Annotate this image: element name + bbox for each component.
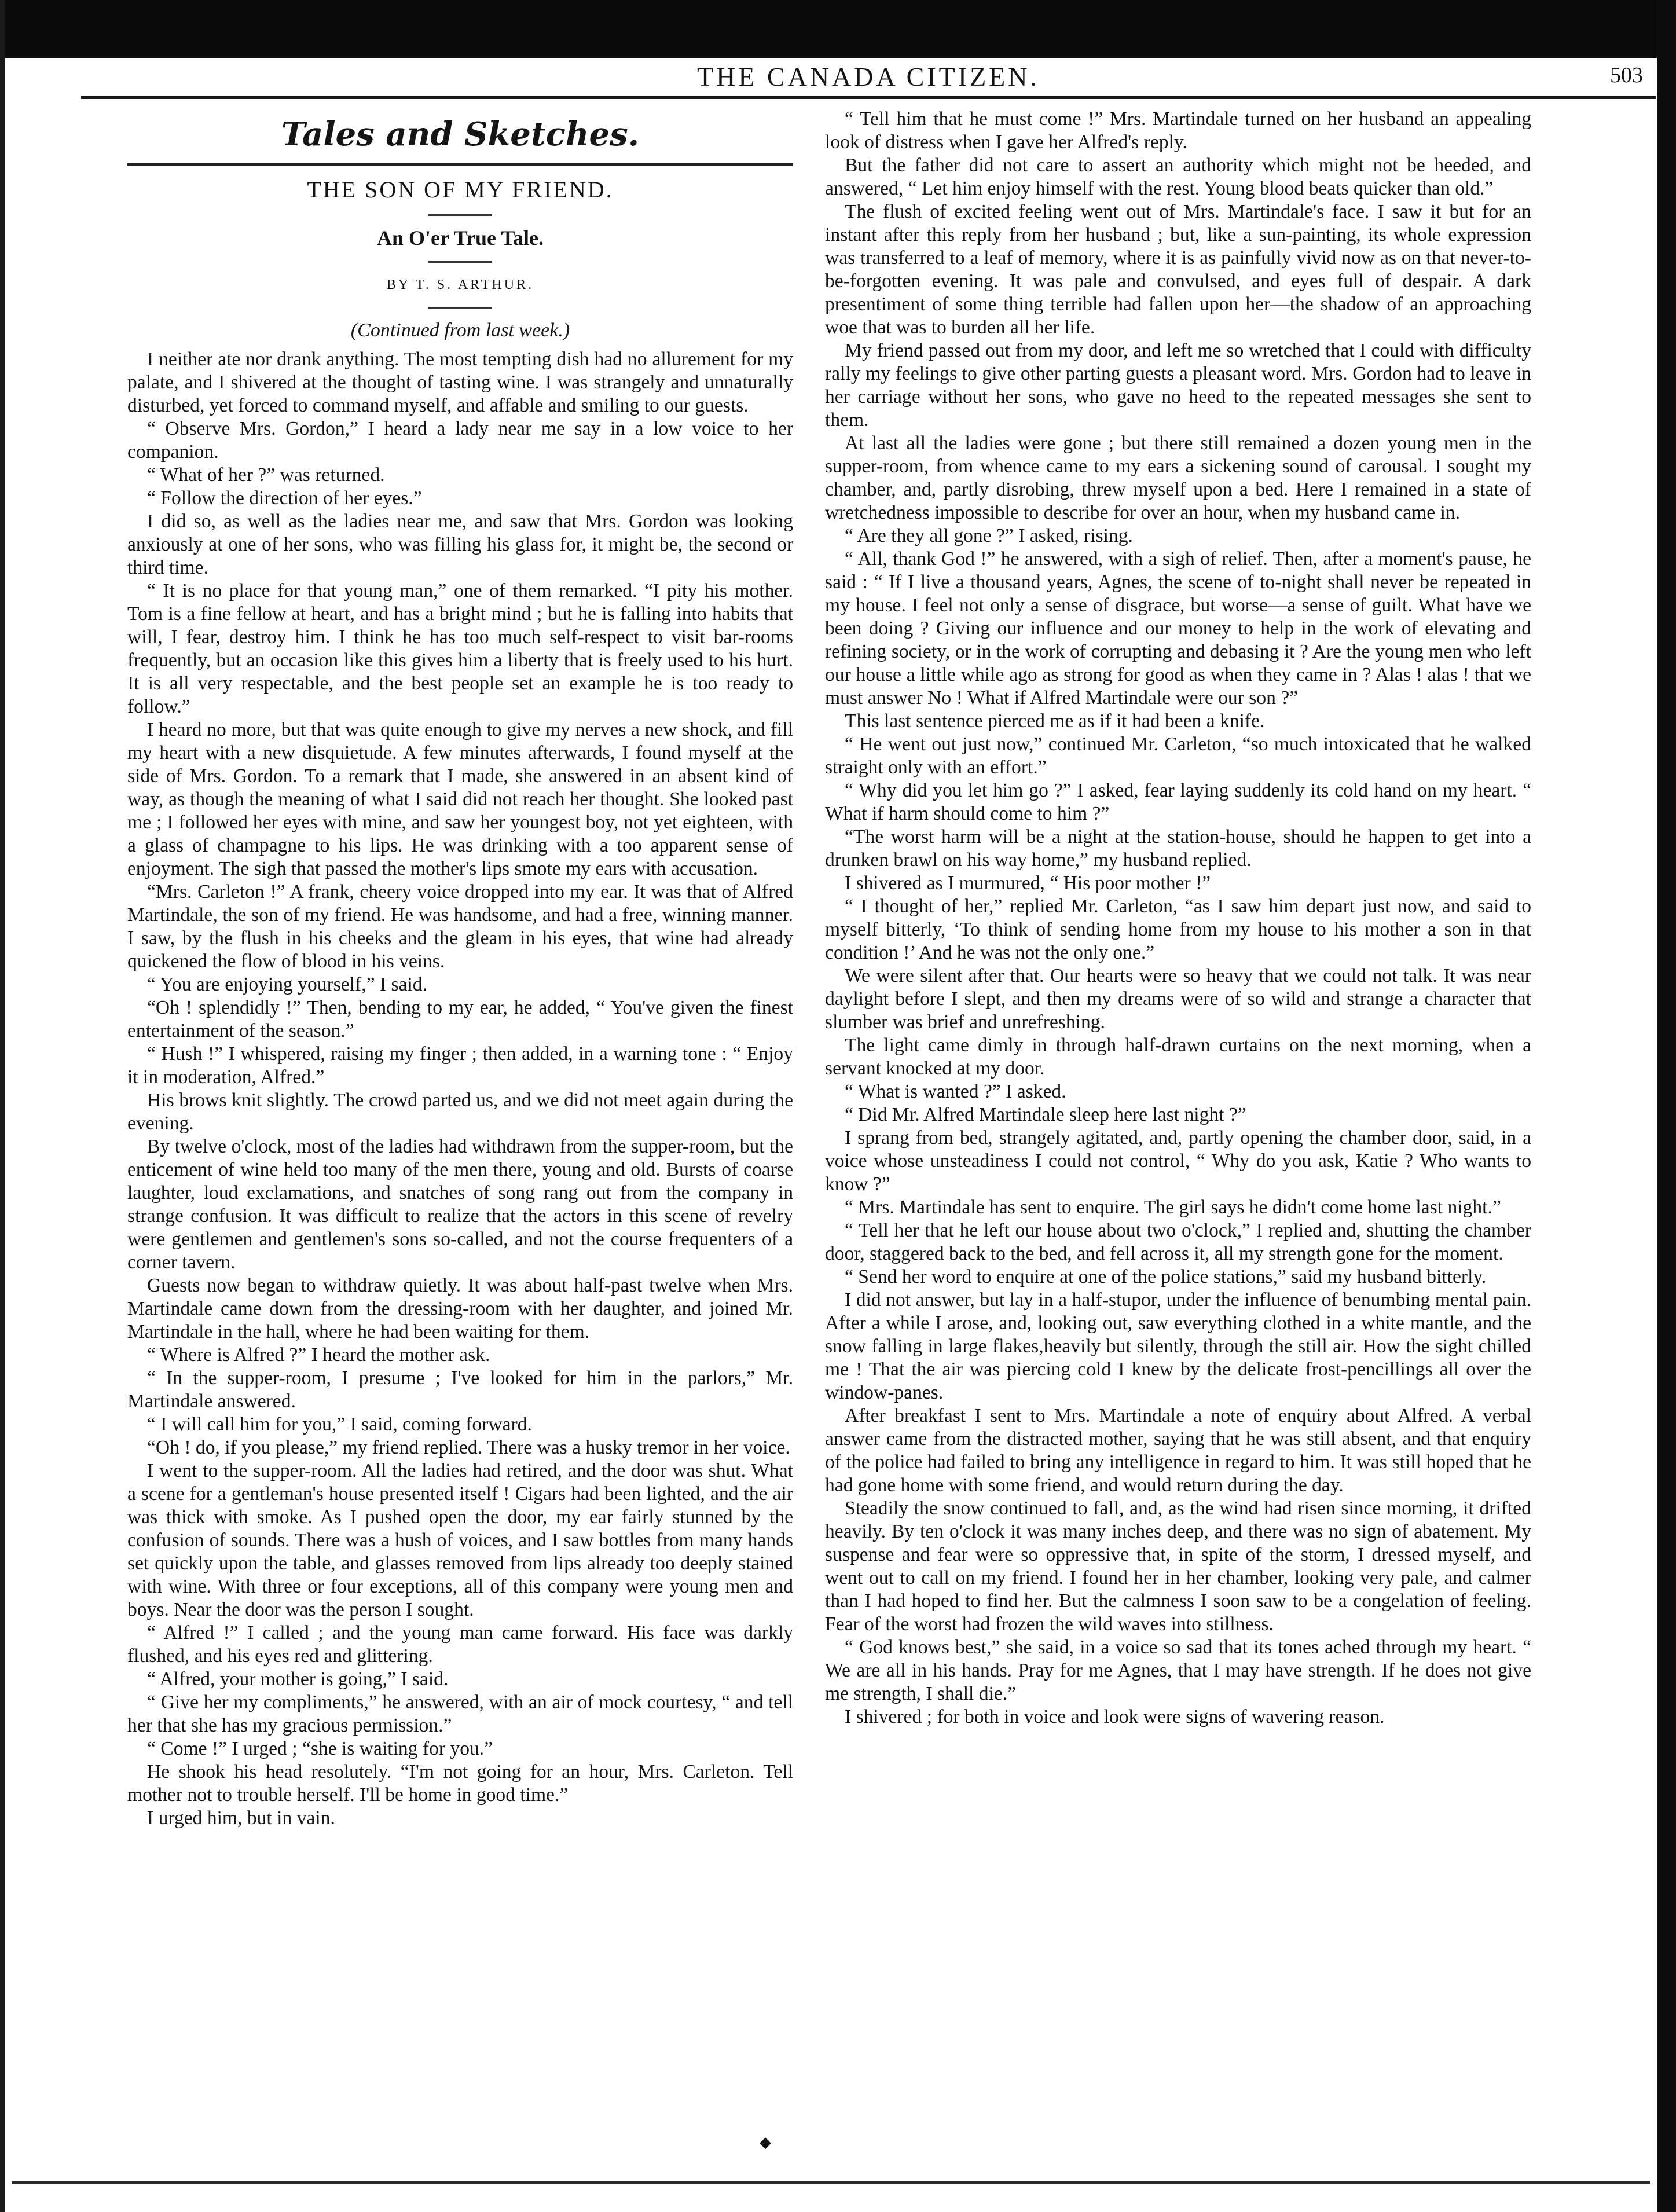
paragraph: “ Why did you let him go ?” I asked, fear laying suddenly its cold hand on my heart. “ What if harm should come to him ?” xyxy=(825,780,1531,824)
publication-title: THE CANADA CITIZEN. xyxy=(697,62,1040,91)
paragraph: “ Are they all gone ?” I asked, rising. xyxy=(845,525,1133,546)
paragraph: “ Hush !” I whispered, raising my finger ; then added, in a warning tone : “ Enjoy it in moderation, Alfred.” xyxy=(127,1043,793,1088)
paragraph: “ Did Mr. Alfred Martindale sleep here last night ?” xyxy=(845,1104,1246,1125)
paragraph: “ It is no place for that young man,” one of them remarked. “I pity his mother. Tom is a fine fellow at heart, and has a bright mind ; but he is falling into habits that will, I fear, destroy him. I think he has too much self-respect to visit bar-rooms frequently, but an occasion like this gives him a liberty that is freely used to his hurt. It is all very respectable, and the best people set an example he is too ready to follow.” xyxy=(127,580,793,717)
paragraph: “ Follow the direction of her eyes.” xyxy=(147,487,422,509)
paragraph: “Oh ! splendidly !” Then, bending to my ear, he added, “ You've given the finest entertainment of the season.” xyxy=(127,997,793,1041)
paragraph: “ Observe Mrs. Gordon,” I heard a lady near me say in a low voice to her companion. xyxy=(127,418,793,463)
paragraph: “ I thought of her,” replied Mr. Carleton, “as I saw him depart just now, and said to myself bitterly, ‘To think of sending home from my house to his mother a son in that condition !’ And he was not the only one.” xyxy=(825,896,1531,963)
paragraph: I neither ate nor drank anything. The most tempting dish had no allurement for my palate, and I shivered at the thought of tasting wine. I was strangely and unnaturally disturbed, yet forced to command myself, and affable and smiling to our guests. xyxy=(127,349,793,416)
right-column-body xyxy=(825,108,1531,1729)
continued-note: (Continued from last week.) xyxy=(350,320,570,341)
paragraph: My friend passed out from my door, and left me so wretched that I could with difficulty rally my feelings to give other parting guests a pleasant word. Mrs. Gordon had to leave in her carriage without her sons, who gave no heed to the repeated messages she sent to them. xyxy=(825,340,1531,431)
paragraph: “ What of her ?” was returned. xyxy=(147,464,385,486)
paragraph: Steadily the snow continued to fall, and, as the wind had risen since morning, it drifted heavily. By ten o'clock it was many inches deep, and there was no sign of abatement. My suspense and fear were so oppressive that, in spite of the storm, I dressed myself, and went out to call on my friend. I found her in her chamber, looking very pale, and calmer than I had hoped to find her. But the calmness I soon saw to be a congelation of feeling. Fear of the worst had frozen the wild waves into stillness. xyxy=(825,1498,1531,1635)
bottom-border xyxy=(12,2181,1650,2184)
paragraph: “ Give her my compliments,” he answered, with an air of mock courtesy, “ and tell her that she has my gracious permission.” xyxy=(127,1692,793,1736)
running-head xyxy=(81,60,1656,99)
title-rule xyxy=(428,214,492,216)
left-column xyxy=(127,110,793,1830)
paragraph: At last all the ladies were gone ; but there still remained a dozen young men in the supper-room, from whence came to my ears a sickening sound of carousal. I sought my chamber, and, partly disrobing, threw myself upon a bed. Here I remained in a state of wretchedness impossible to describe for over an hour, when my husband came in. xyxy=(825,432,1531,523)
paragraph: After breakfast I sent to Mrs. Martindale a note of enquiry about Alfred. A verbal answer came from the distracted mother, saying that he was still absent, and that enquiry of the police had failed to bring any intelligence in regard to him. It was still hoped that he had gone home with some friend, and would return during the day. xyxy=(825,1405,1531,1496)
section-rule xyxy=(127,163,793,166)
paragraph: I sprang from bed, strangely agitated, and, partly opening the chamber door, said, in a voice whose unsteadiness I could not control, “ Why do you ask, Katie ? Who wants to know ?” xyxy=(825,1127,1531,1195)
paragraph: “ What is wanted ?” I asked. xyxy=(845,1081,1066,1102)
paragraph: “ Alfred !” I called ; and the young man came forward. His face was darkly flushed, and his eyes red and glittering. xyxy=(127,1622,793,1667)
paragraph: I did not answer, but lay in a half-stupor, under the influence of benumbing mental pain. After a while I arose, and, looking out, saw everything clothed in a white mantle, and the snow falling in large flakes,heavily but silently, through the still air. How the sight chilled me ! That the air was piercing cold I knew by the delicate frost-pencillings all over the window-panes. xyxy=(825,1289,1531,1403)
paragraph: “The worst harm will be a night at the station-house, should he happen to get into a drunken brawl on his way home,” my husband replied. xyxy=(825,826,1531,871)
scan-left-edge xyxy=(0,0,5,2212)
paragraph: Guests now began to withdraw quietly. It was about half-past twelve when Mrs. Martindale came down from the dressing-room with her daughter, and joined Mr. Martindale in the hall, where he had been waiting for them. xyxy=(127,1275,793,1342)
paragraph: “Mrs. Carleton !” A frank, cheery voice dropped into my ear. It was that of Alfred Martindale, the son of my friend. He was handsome, and had a free, winning manner. I saw, by the flush in his cheeks and the gleam in his eyes, that wine had already quickened the flow of blood in his veins. xyxy=(127,881,793,972)
subtitle-rule xyxy=(428,261,492,263)
paragraph: “ Alfred, your mother is going,” I said. xyxy=(147,1668,449,1690)
paragraph: He shook his head resolutely. “I'm not going for an hour, Mrs. Carleton. Tell mother not to trouble herself. I'll be home in good time.” xyxy=(127,1761,793,1806)
right-column xyxy=(825,108,1531,1729)
left-column-body xyxy=(127,348,793,1830)
paragraph: “ All, thank God !” he answered, with a sigh of relief. Then, after a moment's pause, he said : “ If I live a thousand years, Agnes, the scene of to-night shall never be repeated in my house. I feel not only a sense of disgrace, but worse—a sense of guilt. What have we been doing ? Giving our influence and our money to help in the work of elevating and refining society, or in the work of corrupting and debasing it ? Are the young men who left our house a little while ago as strong for good as when they came in ? Alas ! alas ! that we must answer No ! What if Alfred Martindale were our son ?” xyxy=(825,548,1531,709)
paragraph: I urged him, but in vain. xyxy=(147,1807,335,1829)
page-number: 503 xyxy=(1610,63,1643,87)
paragraph: “ You are enjoying yourself,” I said. xyxy=(147,974,427,995)
paragraph: “ Tell her that he left our house about two o'clock,” I replied and, shutting the chamber door, staggered back to the bed, and fell across it, all my strength gone for the moment. xyxy=(825,1220,1531,1264)
paragraph: His brows knit slightly. The crowd parted us, and we did not meet again during the evening. xyxy=(127,1090,793,1134)
paragraph: “ Where is Alfred ?” I heard the mother ask. xyxy=(147,1344,490,1366)
paragraph: This last sentence pierced me as if it had been a knife. xyxy=(845,710,1265,732)
paragraph: We were silent after that. Our hearts were so heavy that we could not talk. It was near daylight before I slept, and then my dreams were of so wild and strange a character that slumber was brief and unrefreshing. xyxy=(825,965,1531,1033)
paragraph: “ Mrs. Martindale has sent to enquire. The girl says he didn't come home last night.” xyxy=(845,1197,1501,1218)
footer-mark: ◆ xyxy=(760,2134,771,2151)
byline-rule xyxy=(428,307,492,309)
scan-right-border xyxy=(1657,0,1676,2212)
paragraph: I shivered as I murmured, “ His poor mother !” xyxy=(845,872,1211,894)
paragraph: I did so, as well as the ladies near me, and saw that Mrs. Gordon was looking anxiously at one of her sons, who was filling his glass for, it might be, the second or third time. xyxy=(127,511,793,578)
byline: BY T. S. ARTHUR. xyxy=(386,277,534,292)
paragraph: “Oh ! do, if you please,” my friend replied. There was a husky tremor in her voice. xyxy=(147,1437,790,1458)
paragraph: “ In the supper-room, I presume ; I've looked for him in the parlors,” Mr. Martindale answered. xyxy=(127,1367,793,1412)
story-title: THE SON OF MY FRIEND. xyxy=(307,177,614,203)
paragraph: I shivered ; for both in voice and look were signs of wavering reason. xyxy=(845,1706,1385,1727)
paragraph: By twelve o'clock, most of the ladies had withdrawn from the supper-room, but the enticement of wine held too many of the men there, young and old. Bursts of coarse laughter, loud exclamations, and snatches of song rang out from the company in strange confusion. It was difficult to realize that the actors in this scene of revelry were gentlemen and gentlemen's sons so-called, and not the course frequenters of a corner tavern. xyxy=(127,1136,793,1273)
paragraph: But the father did not care to assert an authority which might not be heeded, and answered, “ Let him enjoy himself with the rest. Young blood beats quicker than old.” xyxy=(825,155,1531,199)
paragraph: “ Send her word to enquire at one of the police stations,” said my husband bitterly. xyxy=(845,1266,1487,1287)
section-heading: Tales and Sketches. xyxy=(281,115,640,153)
paragraph: “ He went out just now,” continued Mr. Carleton, “so much intoxicated that he walked straight only with an effort.” xyxy=(825,733,1531,778)
paragraph: I heard no more, but that was quite enough to give my nerves a new shock, and fill my heart with a new disquietude. A few minutes afterwards, I found myself at the side of Mrs. Gordon. To a remark that I made, she answered in an absent kind of way, as though the meaning of what I said did not reach her thought. She looked past me ; I followed her eyes with mine, and saw her youngest boy, not yet eighteen, with a glass of champagne to his lips. He was drinking with a too apparent sense of enjoyment. The sigh that passed the mother's lips smote my ears with accusation. xyxy=(127,719,793,879)
scan-top-border xyxy=(0,0,1676,58)
paragraph: “ Tell him that he must come !” Mrs. Martindale turned on her husband an appealing look of distress when I gave her Alfred's reply. xyxy=(825,108,1531,153)
paragraph: “ God knows best,” she said, in a voice so sad that its tones ached through my heart. “ We are all in his hands. Pray for me Agnes, that I may have strength. If he does not give me strength, I shall die.” xyxy=(825,1637,1531,1704)
paragraph: The light came dimly in through half-drawn curtains on the next morning, when a servant knocked at my door. xyxy=(825,1035,1531,1079)
story-subtitle: An O'er True Tale. xyxy=(376,226,544,250)
paragraph: “ I will call him for you,” I said, coming forward. xyxy=(147,1414,532,1435)
paragraph: “ Come !” I urged ; “she is waiting for you.” xyxy=(147,1738,493,1759)
paragraph: I went to the supper-room. All the ladies had retired, and the door was shut. What a scene for a gentleman's house presented itself ! Cigars had been lighted, and the air was thick with smoke. As I pushed open the door, my ear fairly stunned by the confusion of sounds. There was a hush of voices, and I saw bottles from many hands set quickly upon the table, and glasses removed from lips already too deeply stained with wine. With three or four exceptions, all of this company were young men and boys. Near the door was the person I sought. xyxy=(127,1460,793,1620)
paragraph: The flush of excited feeling went out of Mrs. Martindale's face. I saw it but for an instant after this reply from her husband ; but, like a sun-painting, its whole expression was transferred to a leaf of memory, where it is as painfully vivid now as on that never-to-be-forgotten evening. It was pale and convulsed, and eyes full of despair. A dark presentiment of some thing terrible had fallen upon her—the shadow of an approaching woe that was to burden all her life. xyxy=(825,201,1531,338)
